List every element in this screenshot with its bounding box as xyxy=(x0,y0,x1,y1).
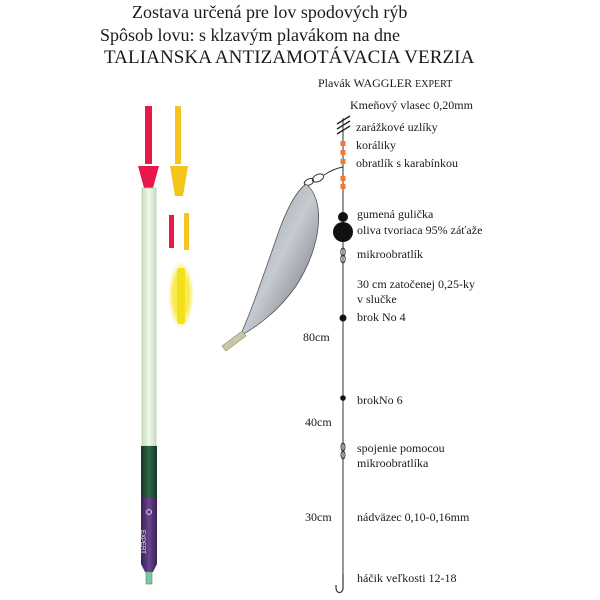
label-beads: koráliky xyxy=(356,138,396,152)
spare-yellow-antenna xyxy=(175,106,181,164)
distance-40cm: 40cm xyxy=(305,415,332,429)
float-body-tube xyxy=(142,188,156,446)
label-micro-swivel: mikroobratlík xyxy=(357,247,423,261)
label-twisted-line-2: v slučke xyxy=(357,292,397,306)
distance-80cm: 80cm xyxy=(303,330,330,344)
title-line-1: Zostava určená pre lov spodových rýb xyxy=(132,2,408,22)
label-twisted-line-1: 30 cm zatočenej 0,25-ky xyxy=(357,277,475,291)
spare-tips xyxy=(168,106,194,329)
label-olive: oliva tvoriaca 95% záťaže xyxy=(357,223,483,237)
label-main-line: Kmeňový vlasec 0,20mm xyxy=(350,98,473,112)
float-label xyxy=(318,77,452,91)
float-red-antenna xyxy=(145,106,152,164)
label-junction-1: spojenie pomocou xyxy=(357,441,445,455)
float-bottom-tip xyxy=(146,572,152,584)
label-swivel: obratlík s karabínkou xyxy=(356,156,458,170)
title-line-2: Spôsob lovu: s klzavým plavákom na dne xyxy=(100,25,400,45)
float-red-collar xyxy=(138,166,159,188)
float-grip xyxy=(141,446,157,498)
spare-red-stick xyxy=(169,215,174,248)
title-line-3: TALIANSKA ANTIZAMOTÁVACIA VERZIA xyxy=(104,47,475,68)
waggler-float xyxy=(138,106,159,584)
label-leader: nádväzec 0,10-0,16mm xyxy=(357,510,470,524)
float-label-name: WAGGLER xyxy=(353,76,413,90)
spare-yellow-collar xyxy=(170,166,188,196)
split-shot-no6 xyxy=(340,395,346,401)
label-rubber-ball: gumená gulička xyxy=(357,207,434,221)
label-shot-no6: brokNo 6 xyxy=(357,393,403,407)
sliding-lead-weight xyxy=(222,184,319,351)
float-label-suffix: EXPERT xyxy=(415,79,453,90)
float-label-prefix: Plavák xyxy=(318,76,351,90)
spare-yellow-stick xyxy=(184,213,189,250)
olive-weight xyxy=(333,222,353,242)
rubber-ball xyxy=(338,212,348,222)
split-shot-no4 xyxy=(340,315,347,322)
hook xyxy=(336,574,343,593)
label-shot-no4: brok No 4 xyxy=(357,310,406,324)
label-hook: háčik veľkosti 12-18 xyxy=(357,571,457,585)
label-stopper: zarážkové uzlíky xyxy=(356,120,438,134)
float-brand-mark: EXPERT xyxy=(139,530,145,554)
label-junction-2: mikroobratlíka xyxy=(357,456,429,470)
distance-30cm: 30cm xyxy=(305,510,332,524)
swivel-with-snap xyxy=(303,167,343,187)
spare-glow-stick xyxy=(177,268,185,324)
